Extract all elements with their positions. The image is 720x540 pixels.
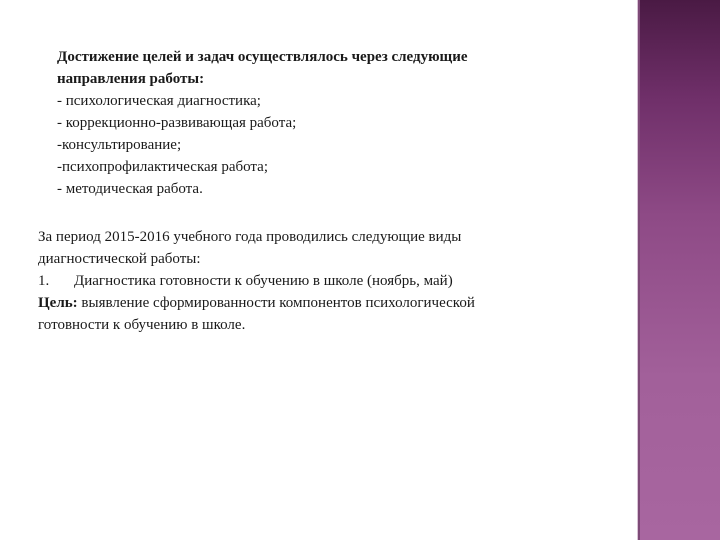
numbered-item (38, 270, 598, 292)
heading-line-1: Достижение целей и задач осуществлялось через следующие (57, 49, 468, 65)
goal-text-1: выявление сформированности компонентов психологической (77, 295, 475, 311)
direction-item: -психопрофилактическая работа; (57, 159, 268, 175)
period-block (38, 226, 598, 336)
item-text: Диагностика готовности к обучению в школе (ноябрь, май) (74, 273, 453, 289)
directions-block (57, 46, 597, 200)
direction-item: - методическая работа. (57, 181, 203, 197)
period-line-2: диагностической работы: (38, 251, 201, 267)
direction-item: - коррекционно-развивающая работа; (57, 115, 297, 131)
direction-item: - психологическая диагностика; (57, 93, 261, 109)
goal-text-2: готовности к обучению в школе. (38, 317, 246, 333)
direction-item: -консультирование; (57, 137, 182, 153)
goal-label: Цель: (38, 295, 78, 311)
goal-line (38, 292, 598, 314)
decorative-sidebar (640, 0, 720, 540)
heading-line-2: направления работы: (57, 71, 205, 87)
period-line-1: За период 2015-2016 учебного года проводились следующие виды (38, 229, 462, 245)
item-number: 1. (38, 273, 50, 289)
